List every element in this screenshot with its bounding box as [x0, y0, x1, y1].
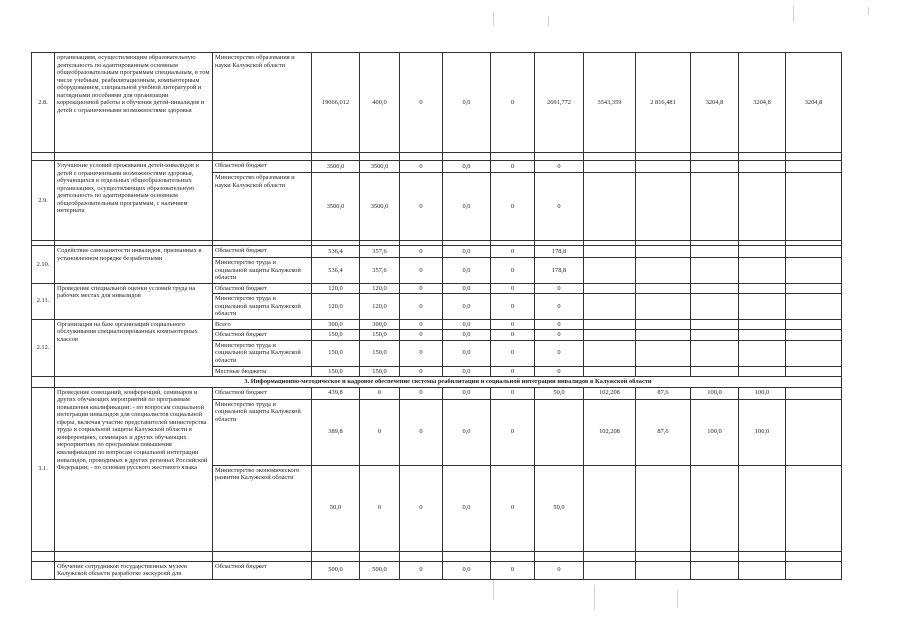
value-cell — [636, 561, 691, 579]
value-cell — [739, 465, 786, 551]
value-cell: 0 — [400, 294, 443, 320]
scan-artifact — [493, 580, 494, 600]
row-number: 2.8. — [32, 53, 55, 153]
value-cell — [584, 561, 636, 579]
value-cell — [691, 294, 739, 320]
value-cell — [691, 161, 739, 173]
value-cell: 0 — [491, 53, 535, 153]
value-cell: 0 — [400, 561, 443, 579]
table-row — [32, 387, 842, 399]
value-cell: 0 — [491, 258, 535, 284]
value-cell — [636, 366, 691, 377]
funding-source: Областной бюджет — [213, 330, 312, 341]
value-cell: 0 — [491, 340, 535, 366]
value-cell: 3500,0 — [312, 161, 360, 173]
value-cell — [786, 283, 842, 294]
section-heading: 3. Информационно-методическое и кадровое обеспечение системы реабилитации и социальной интеграции инвалидов в Калужской области — [55, 377, 842, 388]
value-cell: 0 — [400, 53, 443, 153]
value-cell — [636, 330, 691, 341]
scan-artifact — [493, 12, 494, 26]
value-cell — [786, 319, 842, 330]
value-cell: 0 — [491, 387, 535, 399]
value-cell: 0 — [491, 294, 535, 320]
value-cell — [739, 173, 786, 241]
value-cell — [786, 399, 842, 465]
value-cell: 0,0 — [443, 319, 491, 330]
funding-source: Министерство образования и науки Калужской области — [213, 53, 312, 153]
measure-description: Обучение сотрудников государственных музеев Калужской области разработке экскурсий для — [55, 561, 213, 579]
funding-source: Министерство образования и науки Калужской области — [213, 173, 312, 241]
value-cell: 0 — [491, 283, 535, 294]
measure-description: организациям, осуществляющим образовательную деятельность по адаптированным основным общеобразовательным программам специальным, в том числе учебным, реабилитационным, компьютерным оборудованием, специальной учебной литературой и наглядными пособиями для организации коррекционной работы и обучения детей-инвалидов и детей с ограниченными возможностями здоровья — [55, 53, 213, 153]
row-number: 3.1. — [32, 387, 55, 551]
value-cell: 178,8 — [535, 258, 584, 284]
value-cell: 0 — [491, 319, 535, 330]
value-cell: 0,0 — [443, 294, 491, 320]
value-cell: 0 — [400, 399, 443, 465]
value-cell — [691, 330, 739, 341]
value-cell: 500,0 — [312, 561, 360, 579]
value-cell — [584, 258, 636, 284]
value-cell — [584, 330, 636, 341]
table-row — [32, 246, 842, 258]
value-cell: 500,0 — [360, 561, 400, 579]
value-cell — [691, 283, 739, 294]
measure-description: Организация на базе организаций социального обслуживания специализированных компьютерных классов — [55, 319, 213, 376]
value-cell — [786, 330, 842, 341]
value-cell — [691, 258, 739, 284]
value-cell: 150,0 — [360, 330, 400, 341]
value-cell — [636, 465, 691, 551]
value-cell: 150,0 — [312, 366, 360, 377]
value-cell: 100,0 — [691, 387, 739, 399]
value-cell — [636, 340, 691, 366]
value-cell: 0 — [360, 465, 400, 551]
funding-source: Областной бюджет — [213, 283, 312, 294]
value-cell — [786, 294, 842, 320]
value-cell: 0 — [400, 465, 443, 551]
value-cell — [786, 387, 842, 399]
value-cell — [691, 561, 739, 579]
value-cell: 0 — [400, 319, 443, 330]
value-cell: 0 — [360, 387, 400, 399]
value-cell: 0,0 — [443, 258, 491, 284]
value-cell — [786, 465, 842, 551]
value-cell: 0 — [400, 366, 443, 377]
value-cell: 0 — [535, 173, 584, 241]
value-cell: 0,0 — [443, 465, 491, 551]
value-cell: 536,4 — [312, 258, 360, 284]
row-number: 2.11. — [32, 283, 55, 319]
value-cell: 150,0 — [312, 340, 360, 366]
value-cell: 0 — [535, 366, 584, 377]
value-cell: 0,0 — [443, 366, 491, 377]
value-cell: 0 — [535, 319, 584, 330]
table-row — [32, 561, 842, 579]
measure-description: Улучшение условий проживания детей-инвалидов и детей с ограниченными возможностями здоровья, обучающихся в отдельных общеобразовательных организациях, осуществляющих образовательную деятельность по адаптированным основным общеобразовательным программам, с наличием интерната — [55, 161, 213, 241]
value-cell — [786, 161, 842, 173]
value-cell: 300,0 — [360, 319, 400, 330]
value-cell — [584, 340, 636, 366]
value-cell: 102,208 — [584, 387, 636, 399]
value-cell: 150,0 — [312, 330, 360, 341]
value-cell — [584, 366, 636, 377]
value-cell — [636, 294, 691, 320]
funding-source: Министерство труда и социальной защиты Калужской области — [213, 340, 312, 366]
table-row — [32, 53, 842, 153]
value-cell — [691, 319, 739, 330]
value-cell: 120,0 — [312, 294, 360, 320]
row-number: 2.12. — [32, 319, 55, 376]
funding-source: Областной бюджет — [213, 161, 312, 173]
value-cell: 0 — [400, 161, 443, 173]
value-cell — [584, 465, 636, 551]
table-row — [32, 551, 842, 561]
funding-source: Областной бюджет — [213, 387, 312, 399]
value-cell: 0 — [491, 399, 535, 465]
value-cell — [739, 319, 786, 330]
value-cell: 0 — [535, 330, 584, 341]
measure-description: Проведение специальной оценки условий труда на рабочих местах для инвалидов — [55, 283, 213, 319]
value-cell: 0 — [491, 330, 535, 341]
value-cell — [786, 246, 842, 258]
value-cell: 178,8 — [535, 246, 584, 258]
value-cell — [739, 258, 786, 284]
measure-description: Содействие самозанятости инвалидов, признанных в установленном порядке безработными — [55, 246, 213, 284]
value-cell: 0 — [491, 465, 535, 551]
value-cell — [636, 283, 691, 294]
value-cell — [584, 283, 636, 294]
funding-source: Местные бюджеты — [213, 366, 312, 377]
value-cell: 357,6 — [360, 258, 400, 284]
row-number: 2.10. — [32, 246, 55, 284]
program-table-fragment — [31, 52, 839, 580]
value-cell: 0 — [400, 258, 443, 284]
value-cell — [636, 161, 691, 173]
value-cell: 300,0 — [312, 319, 360, 330]
value-cell: 0,0 — [443, 340, 491, 366]
scan-artifact — [677, 590, 678, 608]
value-cell: 0,0 — [443, 330, 491, 341]
value-cell: 0 — [491, 161, 535, 173]
value-cell: 400,0 — [360, 53, 400, 153]
value-cell: 0 — [491, 561, 535, 579]
value-cell: 3500,0 — [360, 173, 400, 241]
scan-artifact — [548, 16, 549, 26]
value-cell: 3500,0 — [360, 161, 400, 173]
value-cell — [636, 258, 691, 284]
value-cell — [786, 366, 842, 377]
value-cell: 357,6 — [360, 246, 400, 258]
funding-source: Министерство труда и социальной защиты Калужской области — [213, 399, 312, 465]
value-cell — [786, 340, 842, 366]
measure-description: Проведение совещаний, конференций, семинаров и других обучающих мероприятий по программам повышения квалификации: - по вопросам социальной интеграции инвалидов для специалистов социальной сферы, включая участие представителей министерства труда и социальной защиты Калужской области в конференциях, семинарах и других обучающих мероприятиях по программам повышения квалификации по вопросам социальной интеграции инвалидов, проводимых в других регионах Российской Федерации; - по основам русского жестового языка — [55, 387, 213, 551]
value-cell: 0,0 — [443, 53, 491, 153]
value-cell: 100,0 — [739, 387, 786, 399]
value-cell — [691, 366, 739, 377]
value-cell: 0,0 — [443, 246, 491, 258]
value-cell: 3500,0 — [312, 173, 360, 241]
value-cell: 0,0 — [443, 561, 491, 579]
value-cell — [739, 366, 786, 377]
value-cell: 3204,8 — [691, 53, 739, 153]
funding-source: Областной бюджет — [213, 561, 312, 579]
value-cell — [786, 258, 842, 284]
value-cell: 0 — [535, 161, 584, 173]
value-cell: 0,0 — [443, 173, 491, 241]
value-cell: 0 — [535, 283, 584, 294]
value-cell: 3204,8 — [739, 53, 786, 153]
value-cell: 0 — [360, 399, 400, 465]
value-cell: 3204,8 — [786, 53, 842, 153]
value-cell — [786, 561, 842, 579]
value-cell — [739, 294, 786, 320]
value-cell — [691, 465, 739, 551]
table-row — [32, 153, 842, 161]
value-cell: 50,0 — [535, 387, 584, 399]
value-cell — [691, 246, 739, 258]
value-cell — [584, 319, 636, 330]
value-cell: 0 — [400, 246, 443, 258]
value-cell: 87,6 — [636, 387, 691, 399]
funding-source: Министерство труда и социальной защиты Калужской области — [213, 258, 312, 284]
value-cell: 0 — [400, 283, 443, 294]
value-cell: 100,0 — [739, 399, 786, 465]
value-cell: 0,0 — [443, 161, 491, 173]
value-cell: 0 — [400, 387, 443, 399]
value-cell: 0 — [535, 340, 584, 366]
value-cell: 19066,012 — [312, 53, 360, 153]
value-cell: 102,208 — [584, 399, 636, 465]
value-cell: 120,0 — [360, 294, 400, 320]
value-cell — [691, 340, 739, 366]
value-cell: 0 — [400, 330, 443, 341]
value-cell — [739, 561, 786, 579]
value-cell: 0,0 — [443, 387, 491, 399]
value-cell: 0 — [491, 366, 535, 377]
value-cell: 150,0 — [360, 366, 400, 377]
value-cell — [636, 173, 691, 241]
value-cell: 2691,772 — [535, 53, 584, 153]
row-number — [32, 561, 55, 579]
value-cell: 2 816,481 — [636, 53, 691, 153]
value-cell: 0 — [400, 173, 443, 241]
value-cell: 150,0 — [360, 340, 400, 366]
value-cell — [584, 161, 636, 173]
measures-table — [31, 52, 842, 580]
funding-source: Министерство труда и социальной защиты Калужской области — [213, 294, 312, 320]
value-cell — [739, 246, 786, 258]
scan-artifact: | — [868, 6, 870, 15]
value-cell — [636, 319, 691, 330]
value-cell: 87,6 — [636, 399, 691, 465]
value-cell: 0 — [491, 246, 535, 258]
table-row — [32, 377, 842, 388]
value-cell: 439,8 — [312, 387, 360, 399]
value-cell: 0 — [535, 561, 584, 579]
value-cell: 3543,359 — [584, 53, 636, 153]
scan-artifact — [793, 6, 794, 22]
table-row — [32, 283, 842, 294]
value-cell — [739, 340, 786, 366]
value-cell: 0,0 — [443, 399, 491, 465]
value-cell: 536,4 — [312, 246, 360, 258]
value-cell: 0 — [491, 173, 535, 241]
row-number: 2.9. — [32, 161, 55, 241]
value-cell: 120,0 — [360, 283, 400, 294]
value-cell — [636, 246, 691, 258]
funding-source: Областной бюджет — [213, 246, 312, 258]
value-cell: 50,0 — [312, 465, 360, 551]
value-cell: 0,0 — [443, 283, 491, 294]
scan-artifact — [594, 585, 595, 610]
value-cell — [584, 173, 636, 241]
value-cell: 0 — [400, 340, 443, 366]
value-cell — [584, 294, 636, 320]
value-cell — [691, 173, 739, 241]
value-cell: 100,0 — [691, 399, 739, 465]
table-row — [32, 319, 842, 330]
value-cell — [535, 399, 584, 465]
value-cell — [739, 161, 786, 173]
value-cell: 50,0 — [535, 465, 584, 551]
value-cell: 0 — [535, 294, 584, 320]
value-cell: 120,0 — [312, 283, 360, 294]
value-cell — [786, 173, 842, 241]
funding-source: Всего — [213, 319, 312, 330]
value-cell — [584, 246, 636, 258]
value-cell: 389,8 — [312, 399, 360, 465]
table-row — [32, 161, 842, 173]
value-cell — [739, 283, 786, 294]
value-cell — [739, 330, 786, 341]
funding-source: Министерство экономического развития Калужской области — [213, 465, 312, 551]
